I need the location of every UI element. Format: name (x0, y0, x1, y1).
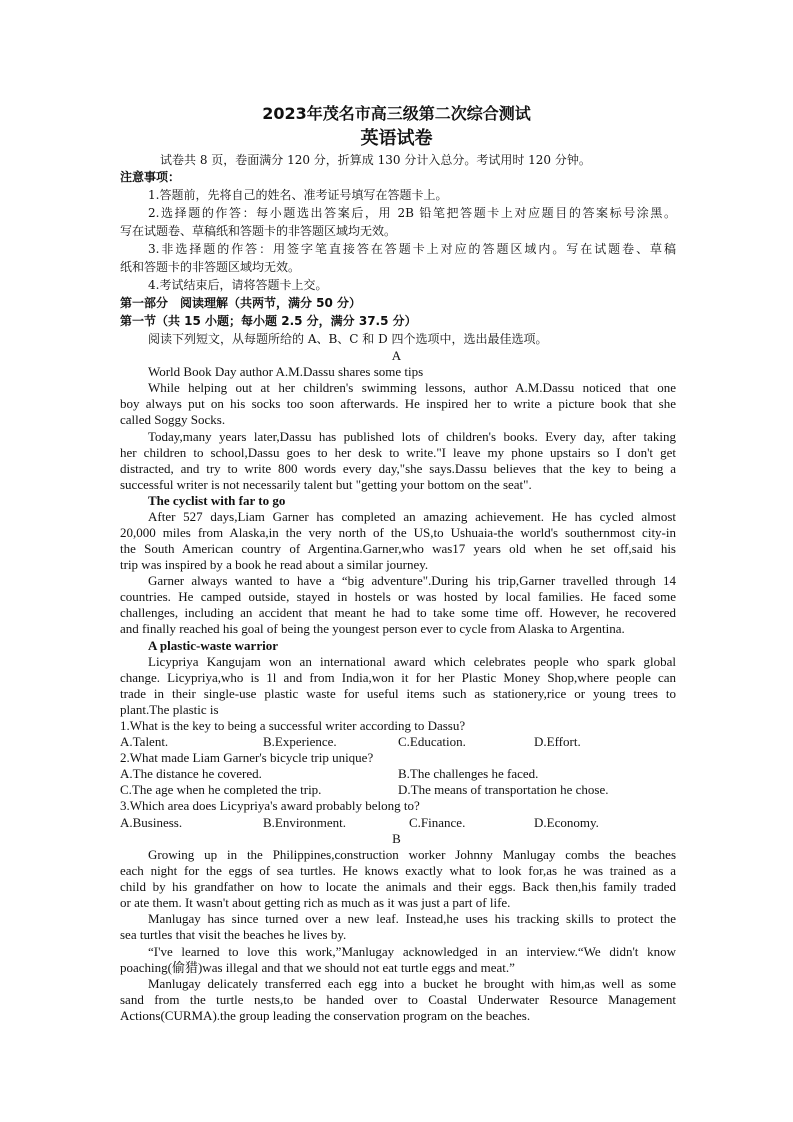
passage-a-p1-line: boy always put on his socks too soon afterwards. He inspired her to write a picture book that she (120, 396, 676, 411)
q3-option-d: D.Economy. (534, 815, 599, 830)
passage-a-p5-line: trade in their single-use plastic waste for useful items such as stationery,rice or young trees to (120, 686, 676, 701)
section1-heading: 第一节（共 15 小题；每小题 2.5 分，满分 37.5 分） (120, 314, 417, 328)
note-3-line-2: 纸和答题卡的非答题区域均无效。 (120, 260, 301, 274)
passage-b-p3-line: “I've learned to love this work,”Manlugay acknowledged in an interview.“We didn't know (148, 944, 676, 959)
q3-option-c: C.Finance. (409, 815, 466, 830)
q3-option-b: B.Environment. (263, 815, 347, 830)
passage-a-p5-line: plant.The plastic is (120, 702, 219, 717)
passage-a-p3-line: the South American country of Argentina.Garner,who was17 years old when he set off,said his (120, 541, 676, 556)
passage-a-p5-line: Licypriya Kangujam won an international award which celebrates people who spark global (148, 654, 676, 669)
question-2: 2.What made Liam Garner's bicycle trip unique? (120, 750, 374, 765)
passage-a-p4-line: and finally reached his goal of being the youngest person ever to cycle from Alaska to Argentina. (120, 621, 625, 636)
passage-b-p1-line: each night for the eggs of sea turtles. He knows exactly what to look for,as he was trained as a (120, 863, 676, 878)
passage-b-p1-line: child by his grandfather on how to locate the animals and their eggs. Back then,his family traded (120, 879, 676, 894)
q1-option-c: C.Education. (398, 734, 466, 749)
q3-option-a: A.Business. (120, 815, 183, 830)
exam-title: 2023年茂名市高三级第二次综合测试 (262, 104, 531, 123)
passage-a-title-3: A plastic-waste warrior (148, 638, 278, 653)
passage-a-title-1: World Book Day author A.M.Dassu shares some tips (148, 364, 424, 379)
passage-b-p4-line: Manlugay delicately transferred each egg into a bucket he brought with him,as well as some (148, 976, 676, 991)
passage-a-p4-line: Garner always wanted to have a “big adventure".During his trip,Garner travelled through 14 (148, 573, 676, 588)
passage-b-p3-line: poaching(偷猎)was illegal and that we should not eat turtle eggs and meat.” (120, 960, 515, 975)
passage-a-p5-line: change. Licypriya,who is 1l and from India,won it for her Plastic Money Shop,where people can (120, 670, 676, 685)
passage-a-p1-line: While helping out at her children's swimming lessons, author A.M.Dassu noticed that one (148, 380, 676, 395)
passage-a-label: A (391, 348, 402, 363)
passage-a-p3-line: After 527 days,Liam Garner has completed an amazing achievement. He has cycled almost (148, 509, 676, 524)
note-1: 1.答题前，先将自己的姓名、准考证号填写在答题卡上。 (148, 188, 448, 202)
passage-b-p1-line: Growing up in the Philippines,construction worker Johnny Manlugay combs the beaches (148, 847, 676, 862)
q1-option-d: D.Effort. (534, 734, 581, 749)
passage-a-p4-line: countries. He camped outside, stayed in hostels or was hosted by local families. He faced some (120, 589, 676, 604)
passage-a-p2-line: successful writer is not necessarily talent but "getting your bottom on the seat". (120, 477, 532, 492)
passage-a-p3-line: trip was inspired by a book he read about a similar journey. (120, 557, 429, 572)
passage-a-title-2: The cyclist with far to go (148, 493, 286, 508)
passage-a-p4-line: challenges, including an accident that meant he had to take some time off. However, he recovered (120, 605, 676, 620)
passage-a-p2-line: her children to school,Dassu goes to her desk to write."I leave my phone upstairs so I don't get (120, 445, 676, 460)
passage-a-p2-line: distracted, and try to write 800 words every day,"she says.Dassu believes that the key to being a (120, 461, 676, 476)
note-2-line-1: 2.选择题的作答：每小题选出答案后，用 2B 铅笔把答题卡上对应题目的答案标号涂黑。 (148, 206, 676, 220)
exam-subtitle: 英语试卷 (360, 128, 433, 149)
passage-b-p4-line: sand from the turtle nests,to be handed over to Coastal Underwater Resource Management (120, 992, 676, 1007)
part1-heading: 第一部分 阅读理解（共两节，满分 50 分） (120, 296, 362, 310)
q2-option-d: D.The means of transportation he chose. (398, 782, 609, 797)
notes-heading: 注意事项： (120, 170, 181, 184)
note-2-line-2: 写在试题卷、草稿纸和答题卡的非答题区域均无效。 (120, 224, 397, 238)
q1-option-a: A.Talent. (120, 734, 169, 749)
passage-a-p2-line: Today,many years later,Dassu has published lots of children's books. Every day, after taking (148, 429, 676, 444)
reading-instruction: 阅读下列短文，从每题所给的 A、B、C 和 D 四个选项中，选出最佳选项。 (148, 332, 548, 346)
q2-option-c: C.The age when he completed the trip. (120, 782, 322, 797)
passage-b-p1-line: or ate them. It wasn't about getting rich as much as it was just a part of life. (120, 895, 511, 910)
note-4: 4.考试结束后，请将答题卡上交。 (148, 278, 328, 292)
passage-b-p2-line: sea turtles that visit the beaches he lives by. (120, 927, 347, 942)
q2-option-b: B.The challenges he faced. (398, 766, 539, 781)
passage-b-label: B (392, 831, 401, 846)
note-3-line-1: 3.非选择题的作答：用签字笔直接答在答题卡上对应的答题区域内。写在试题卷、草稿 (148, 242, 676, 256)
q2-option-a: A.The distance he covered. (120, 766, 262, 781)
q1-option-b: B.Experience. (263, 734, 337, 749)
passage-a-p3-line: 20,000 miles from Alaska,in the very north of the US,to Ushuaia-the world's southernmost city-in (120, 525, 676, 540)
passage-b-p4-line: Actions(CURMA).the group leading the conservation program on the beaches. (120, 1008, 531, 1023)
exam-intro: 试卷共 8 页，卷面满分 120 分，折算成 130 分计入总分。考试用时 120 分钟。 (160, 153, 591, 167)
question-1: 1.What is the key to being a successful writer according to Dassu? (120, 718, 466, 733)
passage-b-p2-line: Manlugay has since turned over a new leaf. Instead,he uses his tracking skills to protect the (148, 911, 676, 926)
passage-a-p1-line: called Soggy Socks. (120, 412, 226, 427)
question-3: 3.Which area does Licypriya's award probably belong to? (120, 798, 420, 813)
